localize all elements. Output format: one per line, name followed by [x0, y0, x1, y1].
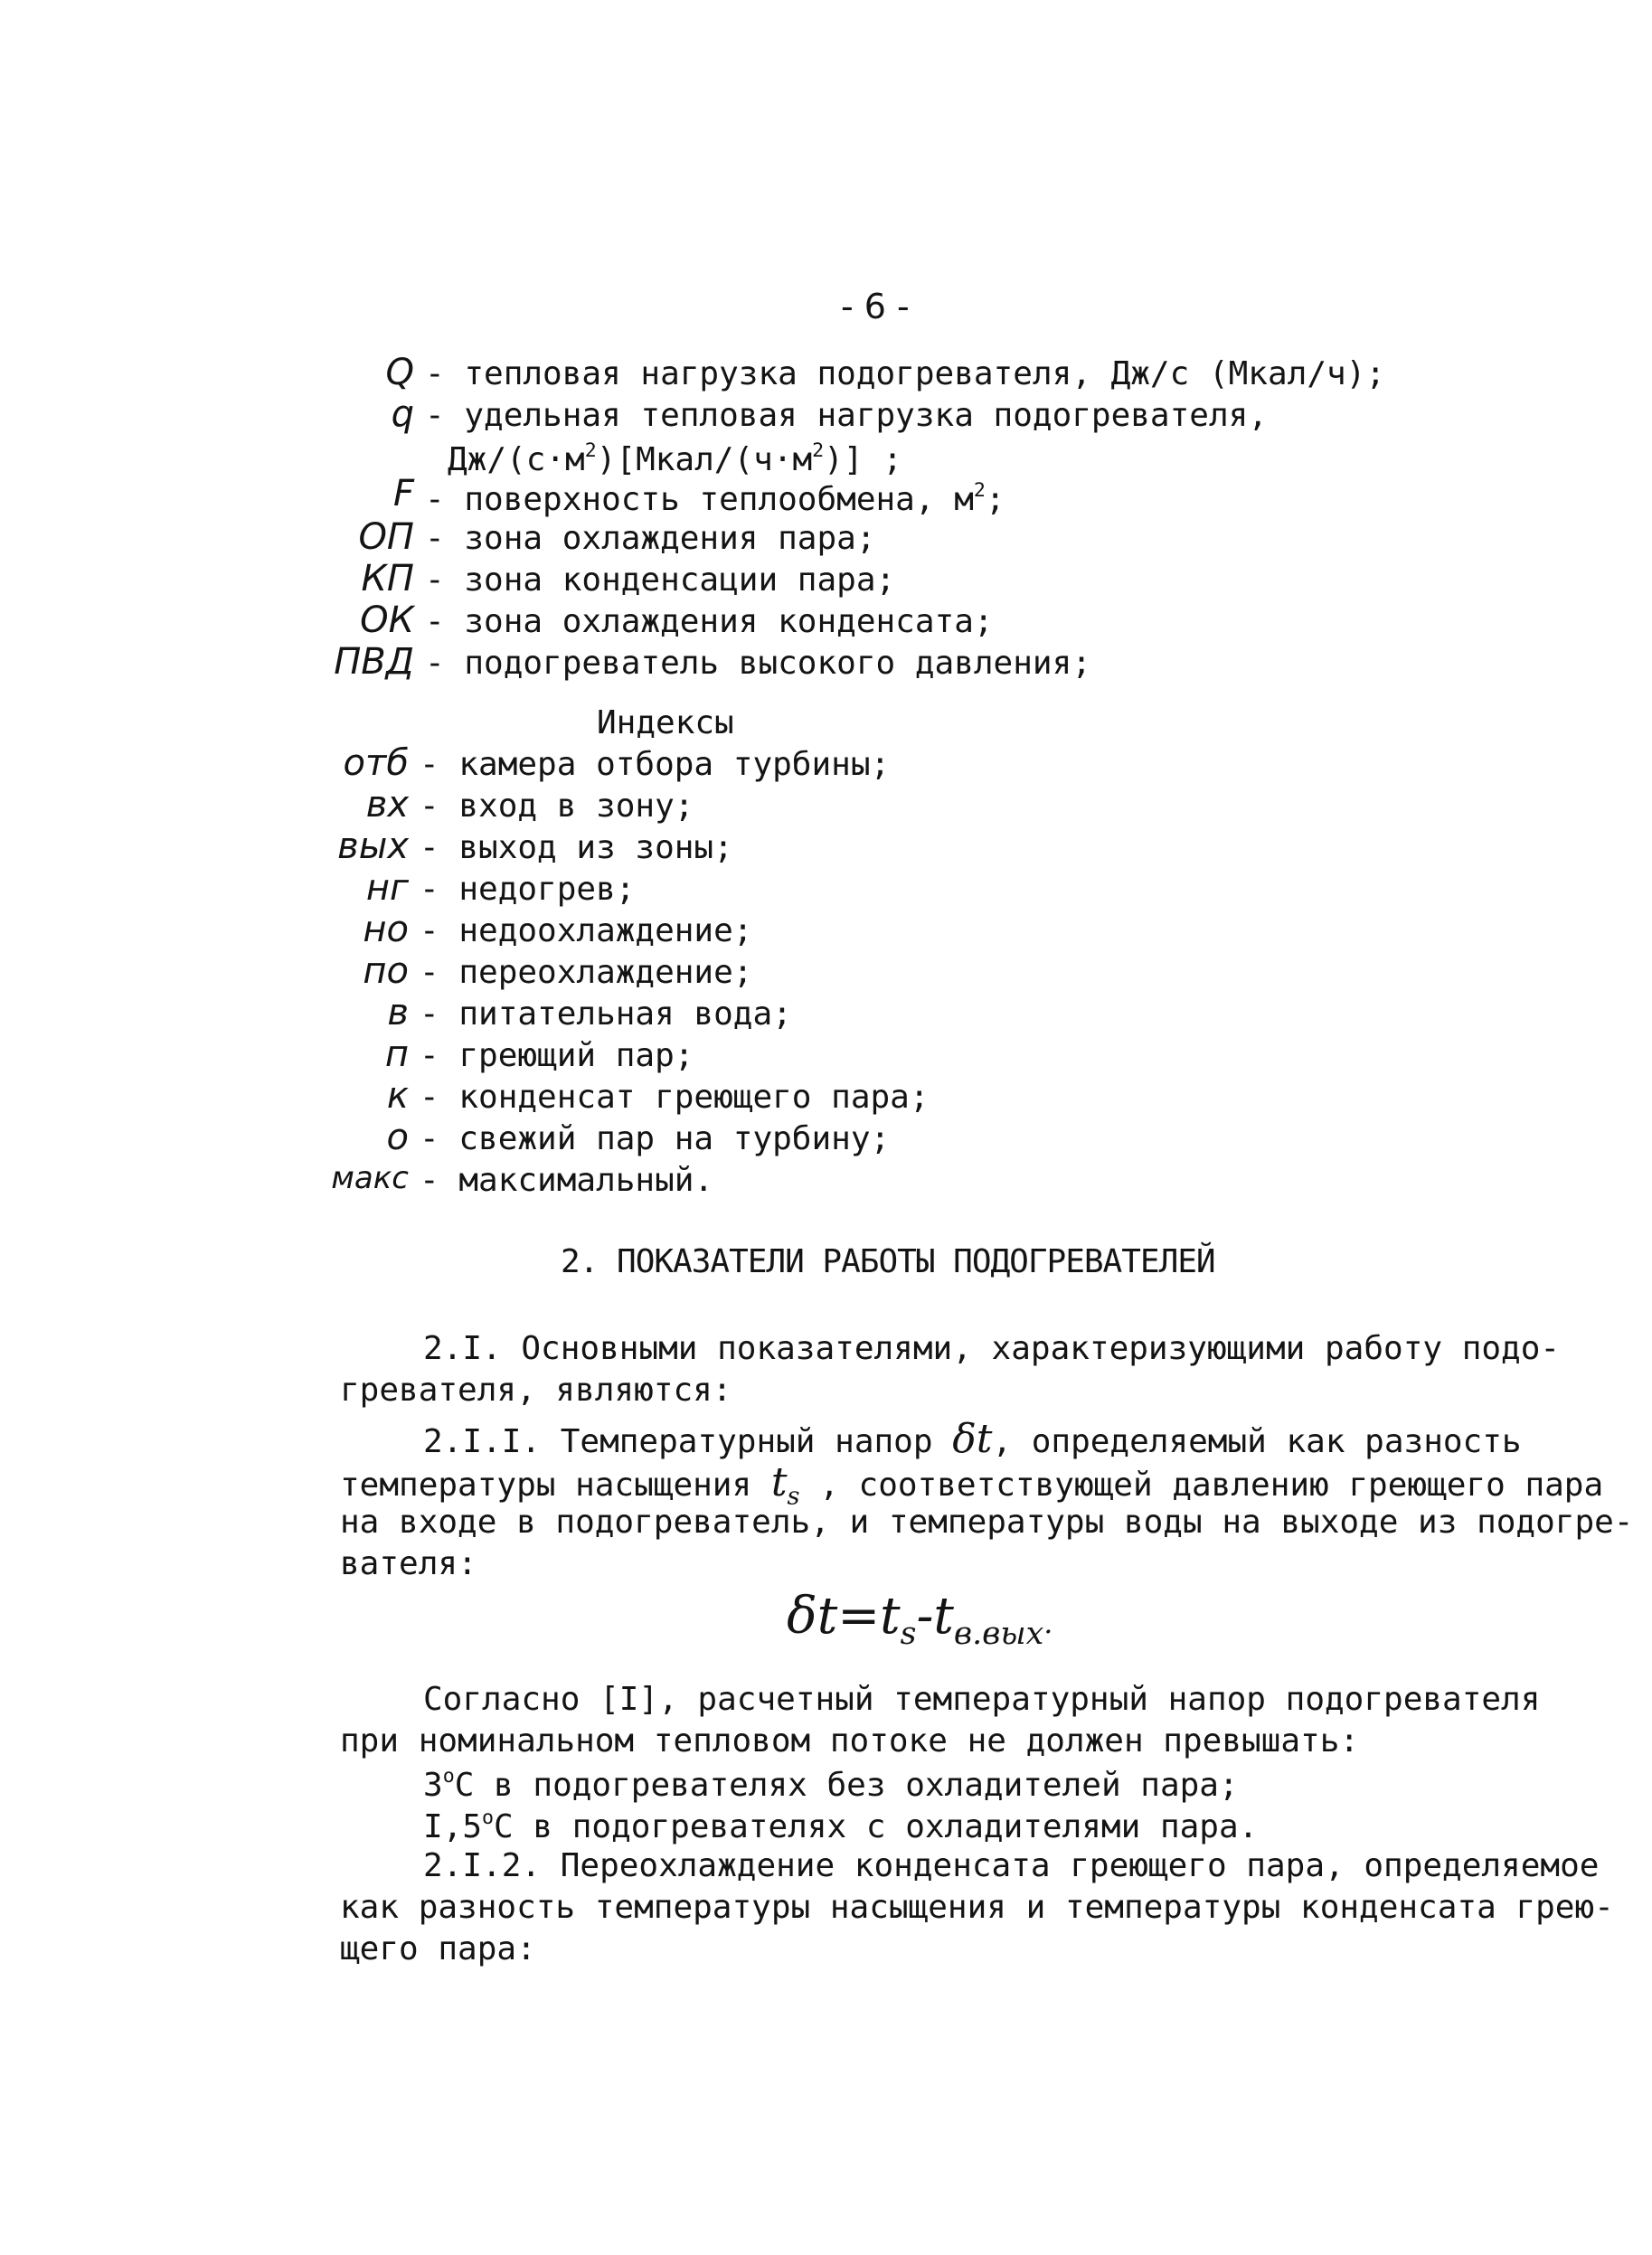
notation-text: - зона охлаждения конденсата; — [425, 603, 994, 640]
index-symbol: нг — [365, 867, 409, 909]
notation-symbol: ОП — [358, 516, 414, 558]
notation-symbol: КП — [361, 558, 414, 599]
q-units-exp: 2 — [812, 439, 825, 462]
degree-mark: о — [442, 1765, 455, 1788]
f-units-suffix: ; — [985, 481, 1005, 519]
index-symbol: по — [363, 950, 409, 992]
paragraph-fragment: С в подогревателях с охладителями пара. — [494, 1808, 1259, 1846]
index-symbol: вх — [365, 784, 409, 826]
notation-text: - подогреватель высокого давления; — [425, 645, 1091, 682]
section-heading: 2. ПОКАЗАТЕЛИ РАБОТЫ ПОДОГРЕВАТЕЛЕЙ — [561, 1243, 1215, 1280]
notation-symbol: F — [392, 473, 414, 514]
paragraph-fragment: I,5 — [423, 1808, 483, 1846]
index-text: - конденсат греющего пара; — [420, 1079, 930, 1116]
paragraph-line — [423, 1765, 1239, 1805]
paragraph-line: при номинальном тепловом потоке не должен превышать: — [340, 1722, 1360, 1760]
paragraph-line: как разность температуры насыщения и температуры конденсата грею- — [340, 1889, 1614, 1926]
notation-symbol: ПВД — [334, 641, 414, 683]
formula-t2-sub: в.вых — [953, 1616, 1044, 1653]
formula-eq: = — [837, 1587, 881, 1646]
paragraph-line: вателя: — [340, 1545, 477, 1582]
paragraph-fragment: температуры насыщения — [340, 1467, 771, 1504]
paragraph-line — [423, 1808, 1258, 1844]
index-text: - греющий пар; — [420, 1037, 694, 1074]
t-s-symbol — [770, 1459, 800, 1511]
notation-f-line — [425, 479, 1005, 519]
paragraph-fragment: 3 — [423, 1767, 443, 1805]
paragraph-fragment: , определяемый как разность — [992, 1423, 1522, 1460]
index-text: - недоохлаждение; — [420, 912, 753, 949]
q-units-line — [448, 439, 902, 479]
t-letter: t — [770, 1459, 788, 1505]
index-symbol: отб — [343, 742, 409, 784]
paragraph-fragment: С в подогревателях без охладителей пара; — [454, 1767, 1239, 1805]
q-units-exp: 2 — [584, 439, 597, 462]
formula-minus: - — [916, 1587, 934, 1646]
index-symbol: о — [386, 1117, 409, 1158]
paragraph-line — [340, 1459, 1604, 1511]
degree-mark: о — [482, 1807, 495, 1829]
notation-text: - удельная тепловая нагрузка подогревателя, — [425, 397, 1268, 434]
index-text: - питательная вода; — [420, 995, 792, 1033]
notation-text: - зона охлаждения пара; — [425, 520, 876, 557]
notation-symbol: Q — [385, 352, 414, 393]
index-text: - недогрев; — [420, 871, 636, 908]
index-symbol: вых — [337, 826, 409, 867]
notation-symbol: q — [391, 393, 414, 435]
index-text: - вход в зону; — [420, 788, 694, 825]
notation-text: - зона конденсации пара; — [425, 561, 896, 599]
notation-text: - поверхность теплообмена, м — [425, 481, 974, 519]
s-subscript: s — [787, 1482, 800, 1511]
paragraph-line: щего пара: — [340, 1930, 536, 1967]
notation-symbol: ОК — [360, 599, 414, 641]
formula-lhs: δt — [787, 1587, 838, 1646]
formula-t2: t — [933, 1587, 954, 1646]
formula-t1-sub: s — [900, 1616, 917, 1653]
index-text: - свежий пар на турбину; — [420, 1120, 891, 1157]
q-units-mid: )[Мкал/(ч·м — [596, 441, 813, 479]
index-symbol: к — [386, 1075, 409, 1117]
page-number: - 6 - — [841, 287, 910, 326]
notation-text: - тепловая нагрузка подогревателя, Дж/с (Мкал/ч); — [425, 355, 1386, 392]
index-symbol: п — [384, 1033, 409, 1075]
paragraph-line: на входе в подогреватель, и температуры воды на выходе из подогре- — [340, 1504, 1634, 1541]
paragraph-fragment: 2.I.I. Температурный напор — [423, 1423, 953, 1460]
formula — [787, 1587, 1053, 1653]
formula-end: . — [1043, 1606, 1053, 1640]
paragraph-line: 2.I.2. Переохлаждение конденсата греющего пара, определяемое — [423, 1847, 1600, 1884]
paragraph-line: 2.I. Основными показателями, характеризующими работу подо- — [423, 1330, 1561, 1367]
f-units-exp: 2 — [973, 479, 986, 502]
indices-title: Индексы — [597, 704, 734, 741]
paragraph-line — [423, 1416, 1522, 1462]
q-units-post: )] ; — [824, 441, 902, 479]
index-text: - переохлаждение; — [420, 954, 753, 991]
formula-t1: t — [880, 1587, 901, 1646]
index-text: - выход из зоны; — [420, 829, 733, 866]
q-units-pre: Дж/(с·м — [448, 441, 585, 479]
paragraph-line: Согласно [I], расчетный температурный напор подогревателя — [423, 1681, 1541, 1718]
index-symbol: в — [387, 992, 409, 1033]
index-symbol: но — [363, 909, 409, 950]
index-symbol: макс — [331, 1160, 409, 1196]
paragraph-line: гревателя, являются: — [340, 1372, 732, 1409]
index-text: - максимальный. — [420, 1162, 714, 1199]
delta-t-symbol: δt — [952, 1416, 993, 1462]
paragraph-fragment: , соответствующей давлению греющего пара — [799, 1467, 1604, 1504]
index-text: - камера отбора турбины; — [420, 746, 891, 783]
